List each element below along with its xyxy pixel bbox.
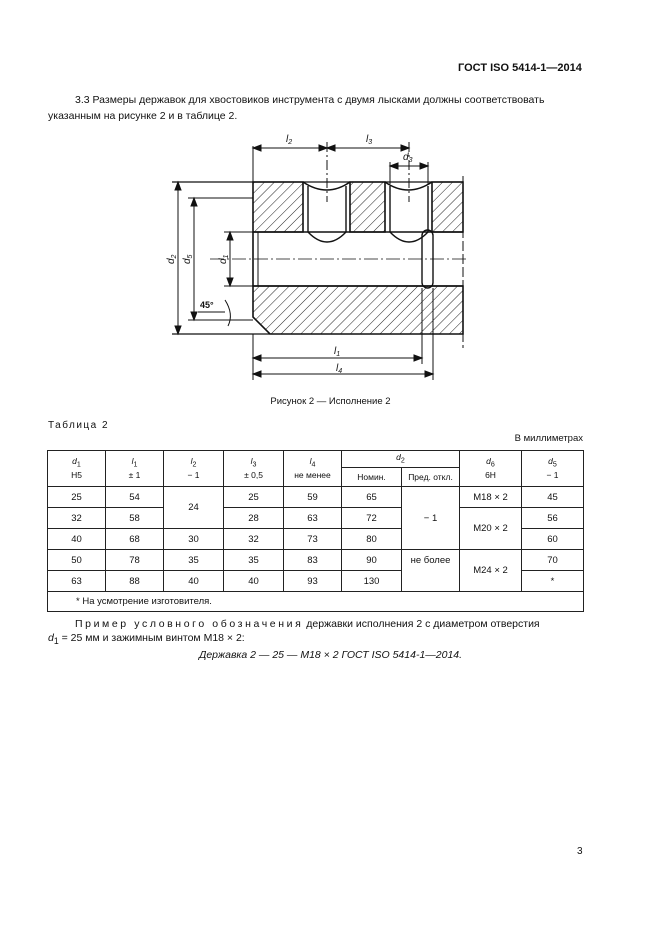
cell-d1: 63 <box>48 571 106 592</box>
header-d2: $d_2$ <box>342 451 460 468</box>
label-l3: $l_3$ <box>366 134 373 146</box>
header-l2: $l_2$ − 1 <box>164 451 224 487</box>
figure-caption: Рисунок 2 — Исполнение 2 <box>270 396 391 407</box>
label-l2: $l_2$ <box>286 134 293 146</box>
header-d1: $d_1$ H5 <box>48 451 106 487</box>
cell-d1: 32 <box>48 508 106 529</box>
cell-d1: 40 <box>48 529 106 550</box>
body-bottom-hatch <box>253 286 463 334</box>
body-top-hatch-3 <box>432 182 463 232</box>
intro-paragraph <box>48 92 583 124</box>
holder-drawing <box>150 128 480 388</box>
cell-l1: 58 <box>106 508 164 529</box>
table-label: Таблица 2 <box>48 420 110 431</box>
label-l4: $l_4$ <box>336 363 343 375</box>
cell-l4: 83 <box>284 550 342 571</box>
cell-d6: M20 × 2 <box>460 508 522 550</box>
cell-l4: 73 <box>284 529 342 550</box>
cell-d2-nom: 72 <box>342 508 402 529</box>
cell-d1: 50 <box>48 550 106 571</box>
cell-d5: 45 <box>522 487 584 508</box>
table-units: В миллиметрах <box>514 433 583 444</box>
header-d6: $d_6$ 6H <box>460 451 522 487</box>
cell-l1: 68 <box>106 529 164 550</box>
document-header: ГОСТ ISO 5414-1—2014 <box>458 62 582 74</box>
angle-label: 45° <box>200 300 214 310</box>
cell-l1: 88 <box>106 571 164 592</box>
example-lead-spaced: Пример условного обозначения <box>75 618 304 630</box>
cell-d2-nom: 90 <box>342 550 402 571</box>
header-d5: $d_5$ − 1 <box>522 451 584 487</box>
label-d5: $d_5$ <box>182 254 194 264</box>
cell-d2-nom: 80 <box>342 529 402 550</box>
cell-d2-dev: не более <box>402 550 460 592</box>
header-l1: $l_1$ ± 1 <box>106 451 164 487</box>
label-d2: $d_2$ <box>166 254 178 264</box>
cell-l3: 28 <box>224 508 284 529</box>
intro-line-2: указанным на рисунке 2 и в таблице 2. <box>48 110 238 122</box>
cell-d1: 25 <box>48 487 106 508</box>
cell-l1: 54 <box>106 487 164 508</box>
header-l4: $l_4$ не менее <box>284 451 342 487</box>
page-number: 3 <box>577 846 583 857</box>
intro-line-1: 3.3 Размеры державок для хвостовиков инструмента с двумя лысками должны соответствовать <box>75 94 545 106</box>
label-d1: $d_1$ <box>218 254 230 264</box>
cell-l1: 78 <box>106 550 164 571</box>
example-lead-rest: державки исполнения 2 с диаметром отверстия <box>306 618 540 630</box>
cell-l4: 63 <box>284 508 342 529</box>
header-l3: $l_3$ ± 0,5 <box>224 451 284 487</box>
cell-d5: 56 <box>522 508 584 529</box>
table-footnote: * На усмотрение изготовителя. <box>48 592 584 612</box>
cell-d5: 70 <box>522 550 584 571</box>
cell-l2: 24 <box>164 487 224 529</box>
body-top-hatch <box>253 182 303 232</box>
cell-l3: 25 <box>224 487 284 508</box>
table-row <box>48 508 584 529</box>
table-row <box>48 487 584 508</box>
cell-d6: M18 × 2 <box>460 487 522 508</box>
cell-l4: 93 <box>284 571 342 592</box>
example-lead <box>48 616 583 632</box>
header-d2-nom: Номин. <box>342 468 402 487</box>
cell-d2-dev: − 1 <box>402 487 460 550</box>
cell-d5: * <box>522 571 584 592</box>
cell-l2: 35 <box>164 550 224 571</box>
table-row <box>48 550 584 571</box>
cell-l2: 30 <box>164 529 224 550</box>
cell-d5: 60 <box>522 529 584 550</box>
example-line-2: $d_1 = 25$ мм и зажимным винтом M18 × 2: <box>48 632 245 647</box>
label-l1: $l_1$ <box>334 346 341 358</box>
cell-l3: 32 <box>224 529 284 550</box>
cell-l4: 59 <box>284 487 342 508</box>
header-d2-dev: Пред. откл. <box>402 468 460 487</box>
cell-d2-nom: 65 <box>342 487 402 508</box>
cell-d6: M24 × 2 <box>460 550 522 592</box>
label-d3: $d_3$ <box>403 152 413 164</box>
dimensions-table <box>47 450 584 612</box>
example-designation: Державка 2 — 25 — M18 × 2 ГОСТ ISO 5414-1—2014. <box>198 649 463 661</box>
cell-l3: 40 <box>224 571 284 592</box>
cell-d2-nom: 130 <box>342 571 402 592</box>
cell-l2: 40 <box>164 571 224 592</box>
body-top-hatch-2 <box>350 182 385 232</box>
cell-l3: 35 <box>224 550 284 571</box>
